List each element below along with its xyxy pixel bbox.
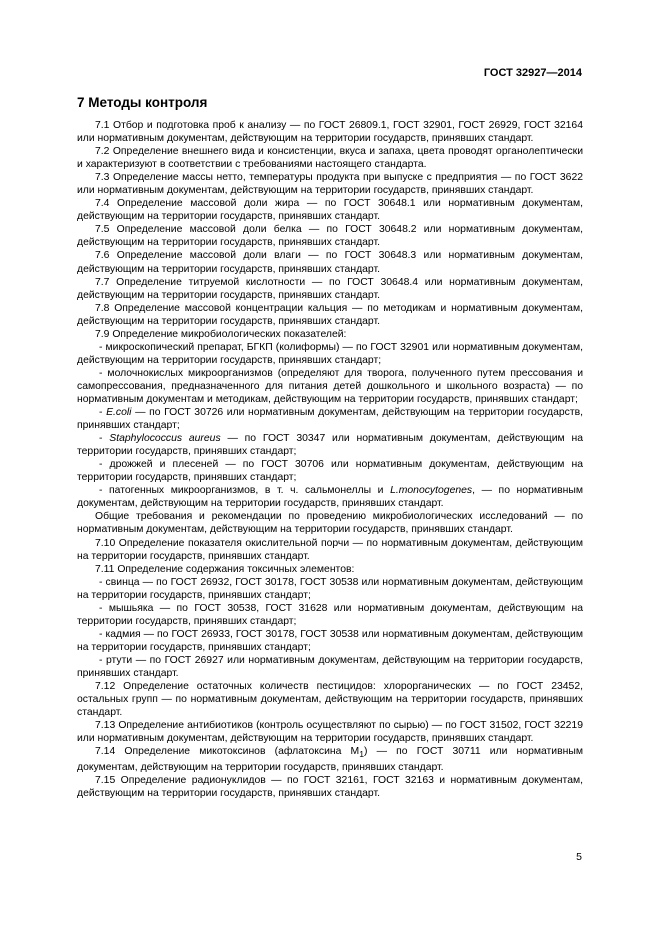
- paragraph-7-8: 7.8 Определение массовой концентрации кальция — по методикам и нормативным документам, действующим на территории государств, принявших стандарт.: [77, 302, 583, 327]
- list-item-mercury: - ртути — по ГОСТ 26927 или нормативным документам, действующим на территории государств, принявших стандарт.: [77, 654, 583, 679]
- subscript: 1: [359, 749, 365, 760]
- section-title: 7 Методы контроля: [77, 95, 208, 110]
- list-item-arsenic: - мышьяка — по ГОСТ 30538, ГОСТ 31628 или нормативным документам, действующим на территории государств, принявших стандарт;: [77, 602, 583, 627]
- page-number: 5: [576, 851, 582, 863]
- paragraph-7-1: 7.1 Отбор и подготовка проб к анализу — по ГОСТ 26809.1, ГОСТ 32901, ГОСТ 26929, ГОСТ 32164 или нормативным документам, действующим на территории государств, принявших стандарт.: [77, 120, 583, 145]
- organism-name: E.coli: [106, 407, 132, 419]
- paragraph-7-9: 7.9 Определение микробиологических показателей:: [95, 328, 347, 340]
- paragraph-7-5: 7.5 Определение массовой доли белка — по ГОСТ 30648.2 или нормативным документам, действующим на территории государств, принявших стандарт.: [77, 224, 583, 249]
- list-item-lead: - свинца — по ГОСТ 26932, ГОСТ 30178, ГОСТ 30538 или нормативным документам, действующим на территории государств, принявших стандарт;: [77, 576, 583, 601]
- paragraph-7-14: 7.14 Определение микотоксинов (афлатоксина $М_1$) — по ГОСТ 30711 или нормативным документам, действующим на территории государств, принявших стандарт.: [77, 746, 583, 774]
- list-item-yeast: - дрожжей и плесеней — по ГОСТ 30706 или нормативным документам, действующим на территории государств, принявших стандарт;: [77, 459, 583, 484]
- section-body: [77, 119, 583, 801]
- organism-name: Staphylococcus aureus: [109, 433, 221, 445]
- list-item-bgkp: - микроскопический препарат, БГКП (колиформы) — по ГОСТ 32901 или нормативным документам, действующим на территории государств, принявших стандарт;: [77, 341, 583, 366]
- list-item-lactic: - молочнокислых микроорганизмов (определяют для творога, полученного путем прессования и самопрессования, предназначенного для питания детей дошкольного и школьного возраста) — по нормативным документам и методикам, действующим на территории государств, принявших стандарт;: [77, 367, 583, 405]
- paragraph-7-2: 7.2 Определение внешнего вида и консистенции, вкуса и запаха, цвета проводят органолептически и характеризуют в соответствии с требованиями настоящего стандарта.: [77, 146, 583, 171]
- paragraph-general: Общие требования и рекомендации по проведению микробиологических исследований — по нормативным документам, действующим на территории государств, принявших стандарт.: [77, 511, 583, 536]
- paragraph-7-7: 7.7 Определение титруемой кислотности — по ГОСТ 30648.4 или нормативным документам, действующим на территории государств, принявших стандарт.: [77, 276, 583, 301]
- list-item-pathogens: - патогенных микроорганизмов, в т. ч. сальмонеллы и L.monocytogenes, — по нормативным документам, действующим на территории государств, принявших стандарт.: [77, 485, 583, 510]
- paragraph-7-10: 7.10 Определение показателя окислительной порчи — по нормативным документам, действующим на территории государств, принявших стандарт.: [77, 537, 583, 562]
- list-item-ecoli: - E.coli — по ГОСТ 30726 или нормативным документам, действующим на территории государств, принявших стандарт;: [77, 407, 583, 432]
- paragraph-7-15: 7.15 Определение радионуклидов — по ГОСТ 32161, ГОСТ 32163 и нормативным документам, действующим на территории государств, принявших стандарт.: [77, 775, 583, 800]
- paragraph-7-12: 7.12 Определение остаточных количеств пестицидов: хлорорганических — по ГОСТ 23452, остальных групп — по нормативным документам, действующим на территории государств, принявших стандарт.: [77, 681, 583, 719]
- paragraph-7-4: 7.4 Определение массовой доли жира — по ГОСТ 30648.1 или нормативным документам, действующим на территории государств, принявших стандарт.: [77, 198, 583, 223]
- list-item-cadmium: - кадмия — по ГОСТ 26933, ГОСТ 30178, ГОСТ 30538 или нормативным документам, действующим на территории государств, принявших стандарт;: [77, 628, 583, 653]
- list-item-staph: - Staphylococcus aureus — по ГОСТ 30347 или нормативным документам, действующим на территории государств, принявших стандарт;: [77, 433, 584, 458]
- organism-name: L.monocytogenes: [390, 485, 473, 497]
- paragraph-7-6: 7.6 Определение массовой доли влаги — по ГОСТ 30648.3 или нормативным документам, действующим на территории государств, принявших стандарт.: [77, 250, 583, 275]
- paragraph-7-13: 7.13 Определение антибиотиков (контроль осуществляют по сырью) — по ГОСТ 31502, ГОСТ 32219 или нормативным документам, действующим на территории государств, принявших стандарт.: [77, 720, 583, 745]
- paragraph-7-3: 7.3 Определение массы нетто, температуры продукта при выпуске с предприятия — по ГОСТ 3622 или нормативным документам, действующим на территории государств, принявших стандарт.: [77, 172, 583, 197]
- document-id-header: ГОСТ 32927—2014: [483, 67, 582, 79]
- paragraph-7-11: 7.11 Определение содержания токсичных элементов:: [95, 563, 355, 575]
